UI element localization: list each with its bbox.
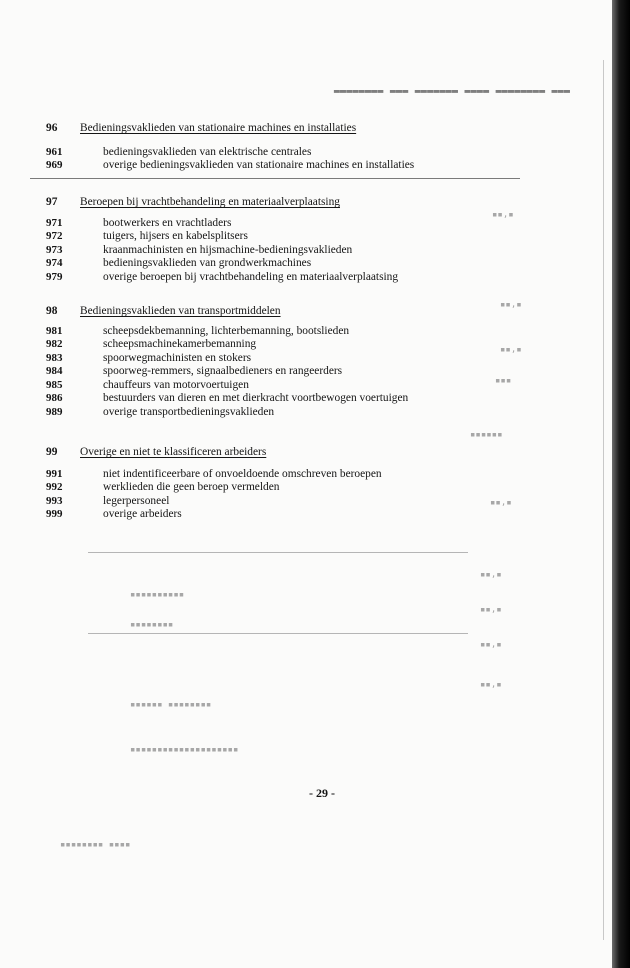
list-item: [46, 271, 486, 285]
item-code: 999: [46, 508, 63, 520]
section-96: [46, 122, 486, 173]
list-item: [46, 379, 486, 393]
list-item: [46, 159, 486, 173]
bleed-mark: ▪▪,▪: [500, 300, 522, 310]
item-text: overige bedieningsvaklieden van stationaire machines en installaties: [103, 159, 415, 171]
bleed-mark: ▪▪▪▪▪▪▪▪▪▪: [130, 590, 185, 600]
item-text: scheepsdekbemanning, lichterbemanning, bootslieden: [103, 324, 350, 337]
item-text: niet indentificeerbare of onvoeldoende omschreven beroepen: [103, 467, 382, 480]
list-item: [46, 481, 486, 495]
bleed-mark: ▪▪▪▪▪▪▪▪: [130, 620, 174, 630]
item-code: 989: [46, 405, 63, 418]
bleed-mark: ▪▪▪▪▪▪▪▪▪▪▪▪▪▪▪▪▪▪▪▪: [130, 745, 239, 755]
item-text: overige beroepen bij vrachtbehandeling en materiaalverplaatsing: [103, 270, 399, 283]
bleed-through-header: ▬▬▬ ▬▬▬▬▬▬▬▬ ▬▬▬▬ ▬▬▬▬▬▬▬ ▬▬▬ ▬▬▬▬▬▬▬▬: [333, 86, 570, 97]
section-code: 99: [46, 446, 58, 458]
list-item: [46, 338, 486, 352]
list-item: [46, 244, 486, 258]
section-99: [46, 446, 486, 522]
separator-line: [88, 633, 468, 634]
item-code: 992: [46, 481, 63, 493]
list-item: [46, 230, 486, 244]
item-text: spoorweg-remmers, signaalbedieners en rangeerders: [103, 365, 343, 377]
list-item: [46, 392, 486, 406]
item-text: overige transportbedieningsvaklieden: [103, 405, 275, 418]
item-code: 971: [46, 216, 63, 229]
bleed-mark: ▪▪▪▪▪▪: [470, 430, 503, 440]
bleed-mark: ▪▪,▪: [500, 345, 522, 355]
item-code: 985: [46, 378, 63, 391]
section-heading: [46, 446, 486, 460]
bleed-mark: ▪▪,▪: [480, 640, 502, 650]
item-text: werklieden die geen beroep vermelden: [103, 481, 280, 493]
bleed-mark: ▪▪▪▪▪▪▪▪ ▪▪▪▪: [60, 840, 131, 850]
item-text: overige arbeiders: [103, 508, 182, 520]
section-97: [46, 196, 486, 284]
bleed-mark: ▪▪▪▪▪▪ ▪▪▪▪▪▪▪▪: [130, 700, 212, 710]
item-text: bedieningsvaklieden van elektrische centrales: [103, 145, 312, 158]
item-code: 969: [46, 159, 63, 171]
item-text: spoorwegmachinisten en stokers: [103, 351, 252, 364]
bleed-mark: ▪▪▪: [495, 376, 512, 386]
item-code: 973: [46, 243, 63, 256]
list-item: [46, 406, 486, 420]
item-code: 984: [46, 365, 63, 377]
item-text: bootwerkers en vrachtladers: [103, 216, 232, 229]
item-text: chauffeurs van motorvoertuigen: [103, 378, 249, 391]
item-text: scheepsmachinekamerbemanning: [103, 338, 257, 350]
item-code: 993: [46, 494, 63, 507]
list-item: [46, 325, 486, 339]
section-title: Beroepen bij vrachtbehandeling en materiaalverplaatsing: [80, 196, 340, 208]
item-code: 982: [46, 338, 63, 350]
list-item: [46, 468, 486, 482]
item-code: 986: [46, 392, 63, 404]
list-item: [46, 365, 486, 379]
item-code: 983: [46, 351, 63, 364]
list-item: [46, 146, 486, 160]
section-heading: [46, 196, 486, 210]
section-code: 97: [46, 196, 58, 208]
page-edge-line: [603, 60, 604, 940]
bleed-mark: ▪▪,▪: [492, 210, 514, 220]
item-code: 979: [46, 270, 63, 283]
list-item: [46, 495, 486, 509]
list-item: [46, 352, 486, 366]
section-title: Bedieningsvaklieden van stationaire machines en installaties: [80, 122, 357, 134]
item-text: legerpersoneel: [103, 494, 170, 507]
item-code: 974: [46, 257, 63, 269]
page-number: - 29 -: [309, 786, 335, 800]
bleed-mark: ▪▪,▪: [480, 570, 502, 580]
item-code: 991: [46, 467, 63, 480]
page-number-container: [0, 786, 630, 801]
section-title: Bedieningsvaklieden van transportmiddelen: [80, 305, 281, 317]
bleed-mark: ▪▪,▪: [480, 605, 502, 615]
bleed-mark: ▪▪,▪: [490, 498, 512, 508]
scan-edge-shadow: [612, 0, 630, 968]
section-heading: [46, 305, 486, 319]
separator-line: [88, 552, 468, 553]
separator-line: [30, 178, 520, 179]
list-item: [46, 508, 486, 522]
item-text: bedieningsvaklieden van grondwerkmachines: [103, 257, 312, 269]
item-text: tuigers, hijsers en kabelsplitsers: [103, 230, 248, 242]
bleed-mark: ▪▪,▪: [480, 680, 502, 690]
item-text: kraanmachinisten en hijsmachine-bedieningsvaklieden: [103, 243, 353, 256]
section-98: [46, 305, 486, 419]
section-title: Overige en niet te klassificeren arbeiders: [80, 446, 267, 458]
section-heading: [46, 122, 486, 136]
list-item: [46, 217, 486, 231]
item-text: bestuurders van dieren en met dierkracht voortbewogen voertuigen: [103, 392, 409, 404]
item-code: 972: [46, 230, 63, 242]
list-item: [46, 257, 486, 271]
item-code: 961: [46, 145, 63, 158]
item-code: 981: [46, 324, 63, 337]
section-code: 96: [46, 122, 58, 134]
section-code: 98: [46, 305, 58, 317]
